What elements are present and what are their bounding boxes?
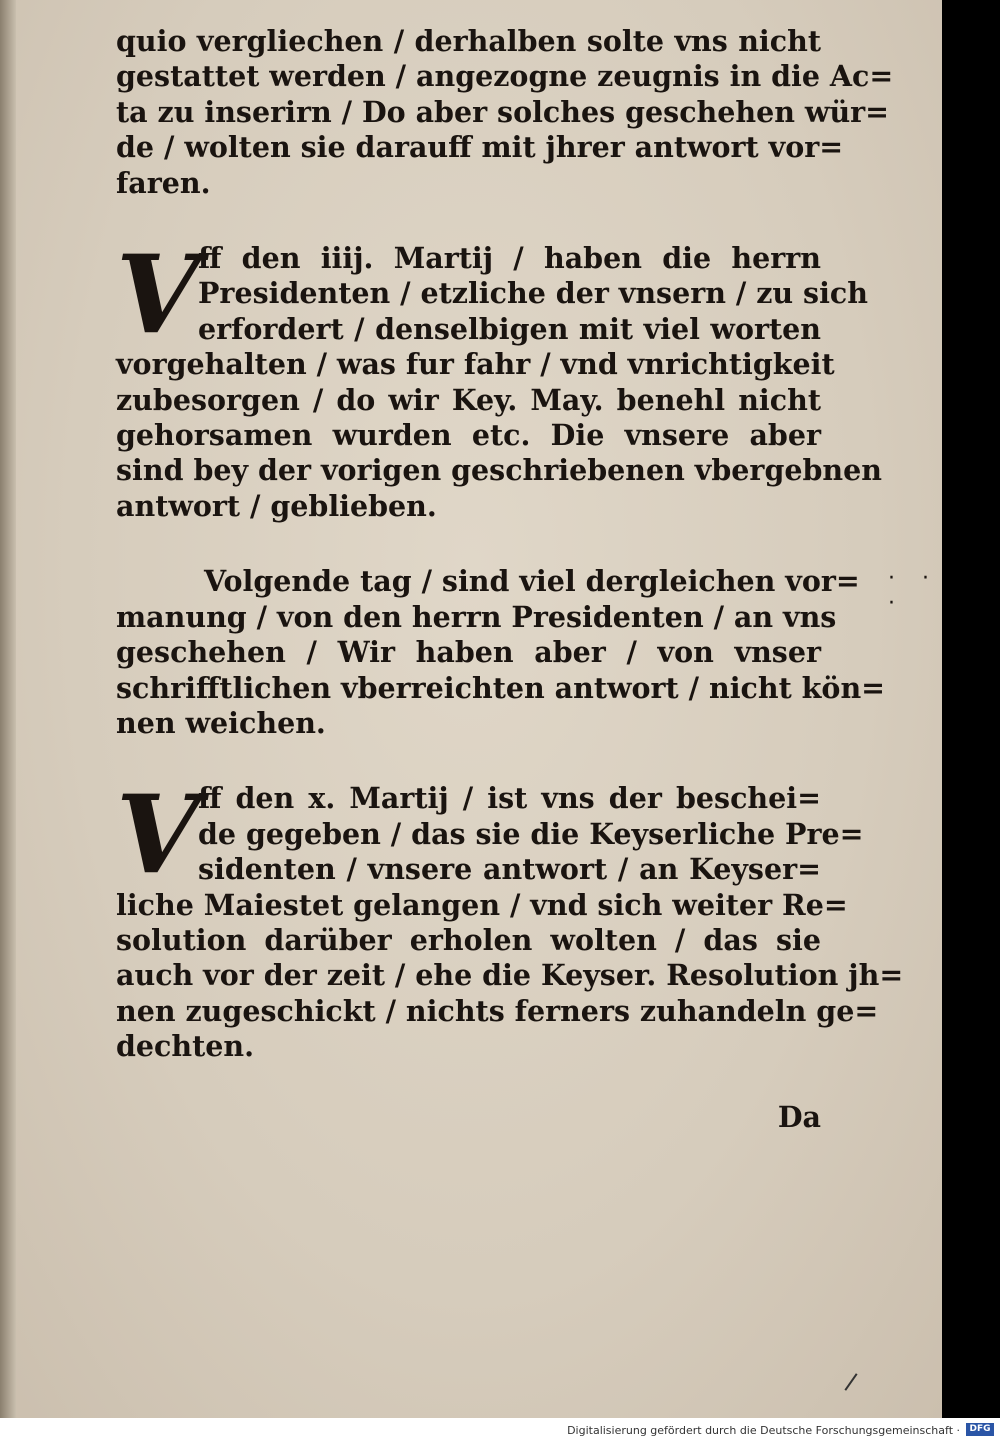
text-line: ta zu inserirn / Do aber solches geschehen wür= <box>116 94 890 129</box>
page-text <box>116 24 904 1135</box>
text-line: zubesorgen / do wir Key. May. benehl nicht <box>116 382 821 417</box>
text-line: de / wolten sie darauff mit jhrer antwort vor= <box>116 130 844 165</box>
catchword: Da <box>777 1099 821 1134</box>
footer-bar <box>0 1418 1000 1443</box>
text-line: ff den x. Martij / ist vns der beschei= <box>198 781 821 816</box>
footer-credit: Digitalisierung gefördert durch die Deutsche Forschungsgemeinschaft · <box>567 1424 960 1437</box>
text-line: quio vergliechen / derhalben solte vns nicht <box>116 24 821 58</box>
paragraph-2 <box>116 232 883 524</box>
text-line: sidenten / vnsere antwort / an Keyser= <box>198 852 821 887</box>
text-line: dechten. <box>116 1029 255 1064</box>
decorated-initial: V <box>116 232 200 359</box>
scan-border <box>942 0 1000 1418</box>
text-line: manung / von den herrn Presidenten / an vns <box>116 599 837 634</box>
paragraph-1 <box>116 24 894 201</box>
text-line: ff den iiij. Martij / haben die herrn <box>198 241 821 276</box>
text-line: solution darüber erholen wolten / das sie <box>116 922 821 957</box>
text-line: sind bey der vorigen geschriebenen vbergebnen <box>116 453 883 488</box>
paragraph-3 <box>116 564 886 741</box>
text-line: de gegeben / das sie die Keyserliche Pre= <box>198 816 864 851</box>
text-line: faren. <box>116 165 211 200</box>
page-gutter <box>0 0 16 1418</box>
text-line: gehorsamen wurden etc. Die vnsere aber <box>116 418 821 453</box>
text-line: erfordert / denselbigen mit viel worten <box>198 311 821 346</box>
text-line: schrifftlichen vberreichten antwort / nicht kön= <box>116 670 886 705</box>
dfg-logo-icon: DFG <box>966 1423 994 1436</box>
text-line: geschehen / Wir haben aber / von vnser <box>116 635 821 670</box>
margin-mark <box>844 1373 857 1391</box>
decorated-initial: V <box>116 772 200 899</box>
text-line: antwort / geblieben. <box>116 488 437 523</box>
text-line: auch vor der zeit / ehe die Keyser. Resolution jh= <box>116 958 904 993</box>
paragraph-4 <box>116 772 904 1064</box>
text-line: nen zugeschickt / nichts ferners zuhandeln ge= <box>116 993 879 1028</box>
text-line: vorgehalten / was fur fahr / vnd vnrichtigkeit <box>116 347 835 382</box>
margin-dots: · · · <box>888 566 939 616</box>
text-line: Volgende tag / sind viel dergleichen vor= <box>204 564 860 599</box>
text-line: liche Maiestet gelangen / vnd sich weiter Re= <box>116 887 848 922</box>
text-line: gestattet werden / angezogne zeugnis in die Ac= <box>116 59 894 94</box>
text-line: Presidenten / etzliche der vnsern / zu sich <box>198 276 868 311</box>
text-line: nen weichen. <box>116 705 326 740</box>
